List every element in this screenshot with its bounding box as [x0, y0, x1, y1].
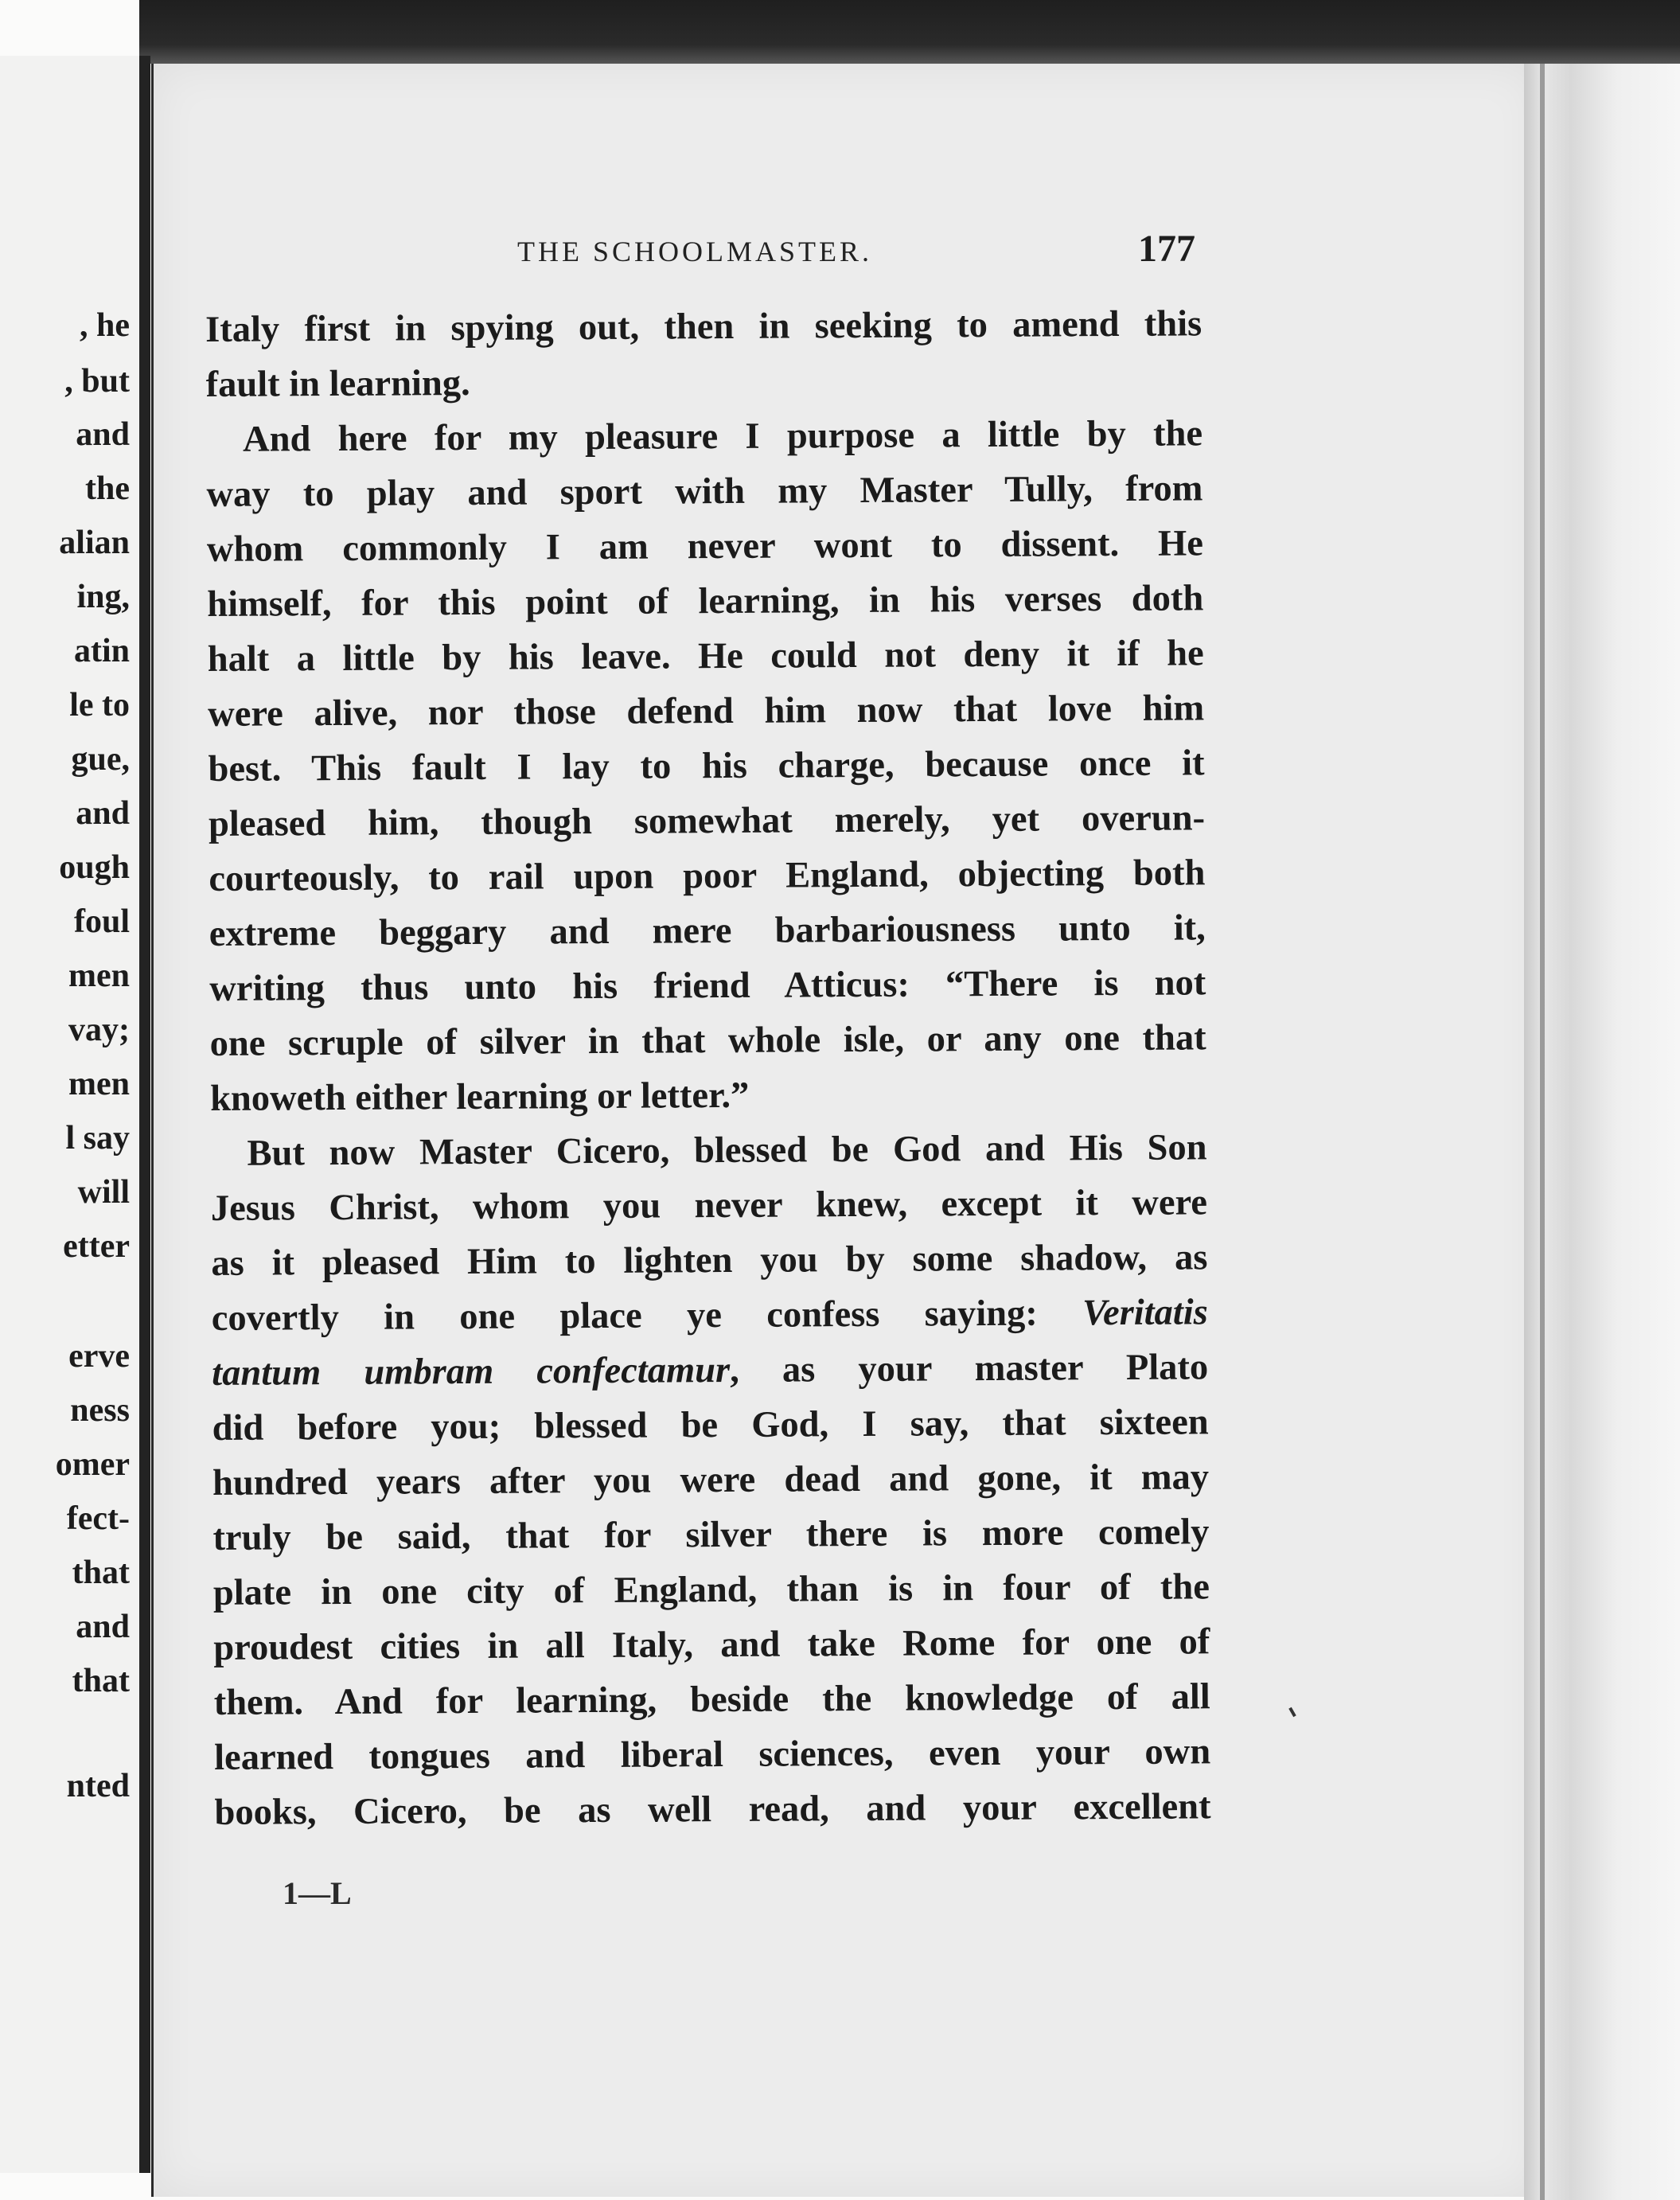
- facing-line-fragment: ough: [59, 849, 130, 886]
- page-edge: [1524, 64, 1680, 2200]
- text-line: courteously, to rail upon poor England, objecting both: [209, 852, 1206, 899]
- text-line: Italy first in spying out, then in seeking to amend this: [205, 303, 1203, 350]
- latin-phrase: tantum umbram confectamur: [212, 1349, 731, 1394]
- facing-line-fragment: fect-: [66, 1500, 130, 1537]
- text-line: were alive, nor those defend him now that love him: [208, 688, 1205, 735]
- text-line: way to play and sport with my Master Tully, from: [206, 468, 1203, 515]
- text-line: whom commonly I am never wont to dissent. He: [206, 523, 1204, 570]
- facing-line-fragment: that: [72, 1663, 130, 1699]
- facing-line-fragment: and: [76, 795, 130, 832]
- page-edge-line: [1540, 64, 1545, 2200]
- facing-line-fragment: that: [72, 1554, 130, 1591]
- text-line: them. And for learning, beside the knowledge of all: [213, 1676, 1210, 1723]
- text-line: as it pleased Him to lighten you by some shadow, as: [211, 1237, 1208, 1284]
- facing-line-fragment: men: [68, 958, 130, 994]
- facing-line-fragment: nted: [66, 1768, 130, 1804]
- facing-line-fragment: will: [77, 1174, 130, 1211]
- text-line: tantum umbram confectamur, as your master Plato: [212, 1347, 1209, 1394]
- facing-line-fragment: atin: [73, 633, 130, 669]
- text-line: learned tongues and liberal sciences, even your own: [214, 1731, 1211, 1778]
- signature-mark: 1—L: [283, 1875, 352, 1911]
- text-line: extreme beggary and mere barbariousness unto it,: [209, 907, 1206, 954]
- facing-line-fragment: vay;: [68, 1012, 130, 1048]
- facing-line-fragment: , he: [80, 307, 130, 344]
- facing-line-fragment: , but: [64, 363, 130, 400]
- text-line: hundred years after you were dead and gone, it may: [212, 1457, 1210, 1504]
- text-line: pleased him, though somewhat merely, yet overun-: [208, 798, 1206, 845]
- facing-line-fragment: omer: [55, 1446, 130, 1483]
- text-line: knoweth either learning or letter.”: [209, 1075, 750, 1119]
- text-line: And here for my pleasure I purpose a little by the: [242, 413, 1203, 460]
- facing-line-fragment: etter: [63, 1228, 130, 1265]
- latin-phrase: Veritatis: [1082, 1292, 1208, 1334]
- text-line: writing thus unto his friend Atticus: “There is not: [209, 962, 1206, 1009]
- top-shadow: [139, 0, 1680, 64]
- facing-line-fragment: the: [85, 470, 130, 507]
- text-line: books, Cicero, be as well read, and your excellent: [214, 1786, 1211, 1833]
- paragraph: [206, 406, 1206, 1126]
- text-line: plate in one city of England, than is in four of the: [212, 1566, 1210, 1613]
- facing-page-fragment: [0, 56, 150, 2173]
- text-line: fault in learning.: [205, 362, 470, 405]
- paragraph: [205, 296, 1203, 412]
- text-line: Jesus Christ, whom you never knew, except it were: [210, 1182, 1208, 1229]
- page-number: 177: [1138, 228, 1195, 270]
- text-line: did before you; blessed be God, I say, that sixteen: [212, 1402, 1209, 1449]
- facing-line-fragment: ness: [70, 1392, 130, 1429]
- facing-line-fragment: and: [76, 416, 130, 453]
- facing-line-fragment: gue,: [71, 741, 130, 778]
- text-line: halt a little by his leave. He could not deny it if he: [207, 633, 1204, 680]
- text-line: But now Master Cicero, blessed be God and His Son: [247, 1127, 1207, 1174]
- facing-line-fragment: erve: [68, 1338, 130, 1375]
- facing-line-fragment: ing,: [76, 579, 130, 615]
- text-line: best. This fault I lay to his charge, because once it: [208, 743, 1205, 790]
- text-line: truly be said, that for silver there is more comely: [212, 1512, 1210, 1558]
- text-line: one scruple of silver in that whole isle, or any one that: [209, 1017, 1206, 1064]
- facing-line-fragment: and: [76, 1609, 130, 1645]
- text-line: himself, for this point of learning, in his verses doth: [207, 578, 1204, 625]
- running-head: THE SCHOOLMASTER.: [517, 236, 873, 267]
- facing-line-fragment: le to: [69, 687, 130, 724]
- facing-line-fragment: foul: [73, 903, 130, 940]
- text-line: proudest cities in all Italy, and take Rome for one of: [213, 1621, 1210, 1668]
- text-line: covertly in one place ye confess saying: Veritatis: [211, 1292, 1208, 1339]
- facing-line-fragment: l say: [65, 1120, 130, 1157]
- facing-line-fragment: men: [68, 1066, 130, 1102]
- facing-line-fragment: alian: [59, 525, 130, 561]
- body-text: [205, 296, 1211, 1840]
- paragraph: [210, 1120, 1210, 1840]
